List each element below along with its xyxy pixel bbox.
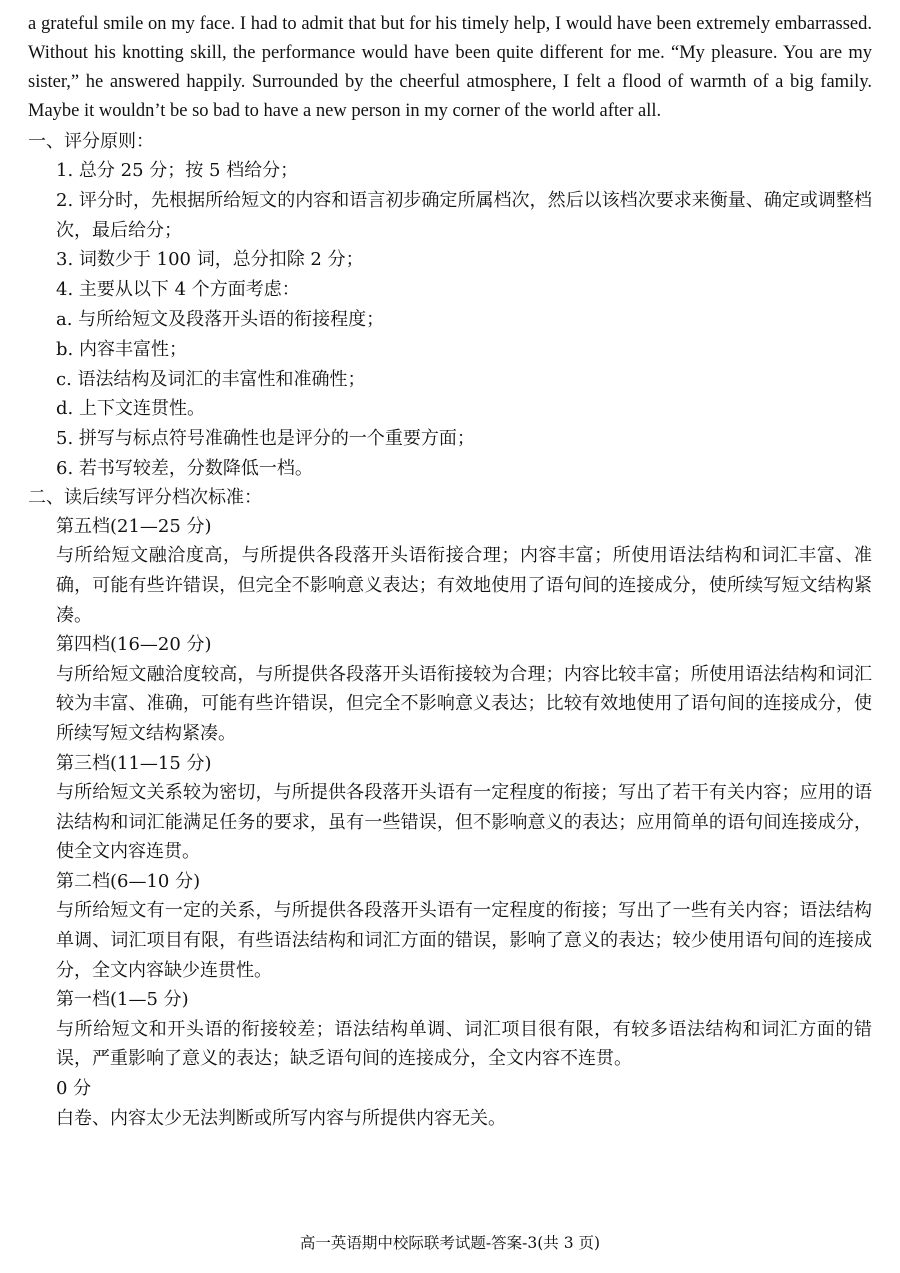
level-title: 0 分 bbox=[56, 1078, 92, 1100]
level-description: 与所给短文和开头语的衔接较差；语法结构单调、词汇项目很有限，有较多语法结构和词汇方面的错误，严重影响了意义的表达；缺乏语句间的连接成分，全文内容不连贯。 bbox=[56, 1018, 872, 1070]
level-description: 与所给短文融洽度较高，与所提供各段落开头语衔接较为合理；内容比较丰富；所使用语法结构和词汇较为丰富、准确，可能有些许错误，但完全不影响意义表达；比较有效地使用了语句间的连接成分，使所续写短文结构紧凑。 bbox=[56, 663, 872, 744]
level-description: 与所给短文融洽度高，与所提供各段落开头语衔接合理；内容丰富；所使用语法结构和词汇丰富、准确，可能有些许错误，但完全不影响意义表达；有效地使用了语句间的连接成分，使所续写短文结构紧凑。 bbox=[56, 545, 872, 626]
rule-item: 5. 拼写与标点符号准确性也是评分的一个重要方面； bbox=[56, 428, 475, 450]
story-continuation-passage: a grateful smile on my face. I had to admit that but for his timely help, I would have been extremely embarrassed. Without his knotting skill, the performance would have been quite different for me. “My pleasure. You are my sister,” he answered happily. Surrounded by the cheerful atmosphere, I felt a flood of warmth of a big family. Maybe it wouldn’t be so bad to have a new person in my corner of the world after all. bbox=[28, 14, 872, 121]
level-description: 白卷、内容太少无法判断或所写内容与所提供内容无关。 bbox=[56, 1107, 506, 1129]
level-title: 第五档(21—25 分) bbox=[56, 515, 212, 537]
scoring-principles-section bbox=[28, 128, 872, 484]
level-title: 第四档(16—20 分) bbox=[56, 634, 212, 656]
rule-item: 1. 总分 25 分；按 5 档给分； bbox=[56, 160, 299, 181]
rule-sub-item: b. 内容丰富性； bbox=[56, 338, 187, 360]
rule-item: 4. 主要从以下 4 个方面考虑： bbox=[56, 279, 300, 301]
level-title: 第二档(6—10 分) bbox=[56, 870, 201, 892]
rule-item bbox=[28, 186, 872, 246]
rule-sub-item: a. 与所给短文及段落开头语的衔接程度； bbox=[56, 308, 385, 330]
rule-sub-item: d. 上下文连贯性。 bbox=[56, 398, 205, 420]
level-description: 与所给短文有一定的关系，与所提供各段落开头语有一定程度的衔接；写出了一些有关内容；语法结构单调、词汇项目有限，有些语法结构和词汇方面的错误，影响了意义的表达；较少使用语句间的连接成分，全文内容缺少连贯性。 bbox=[56, 900, 872, 981]
section-title-scoring-principles: 一、评分原则： bbox=[28, 131, 154, 152]
rule-item: 3. 词数少于 100 词，总分扣除 2 分； bbox=[56, 249, 364, 271]
level-title: 第一档(1—5 分) bbox=[56, 989, 189, 1011]
page-footer: 高一英语期中校际联考试题-答案-3(共 3 页) bbox=[299, 1234, 601, 1252]
rule-item: 6. 若书写较差，分数降低一档。 bbox=[56, 457, 313, 479]
answer-page bbox=[28, 10, 872, 1133]
level-description: 与所给短文关系较为密切，与所提供各段落开头语有一定程度的衔接；写出了若干有关内容；应用的语法结构和词汇能满足任务的要求，虽有一些错误，但不影响意义的表达；应用简单的语句间连接成分，使全文内容连贯。 bbox=[56, 782, 872, 863]
rule-sub-item: c. 语法结构及词汇的丰富性和准确性； bbox=[56, 368, 366, 390]
level-title: 第三档(11—15 分) bbox=[56, 752, 212, 774]
section-title-level-standards: 二、读后续写评分档次标准： bbox=[28, 486, 262, 508]
level-standards-section bbox=[28, 484, 872, 1133]
rule-item-text: 2. 评分时，先根据所给短文的内容和语言初步确定所属档次，然后以该档次要求来衡量、确定或调整档次，最后给分； bbox=[56, 189, 872, 241]
